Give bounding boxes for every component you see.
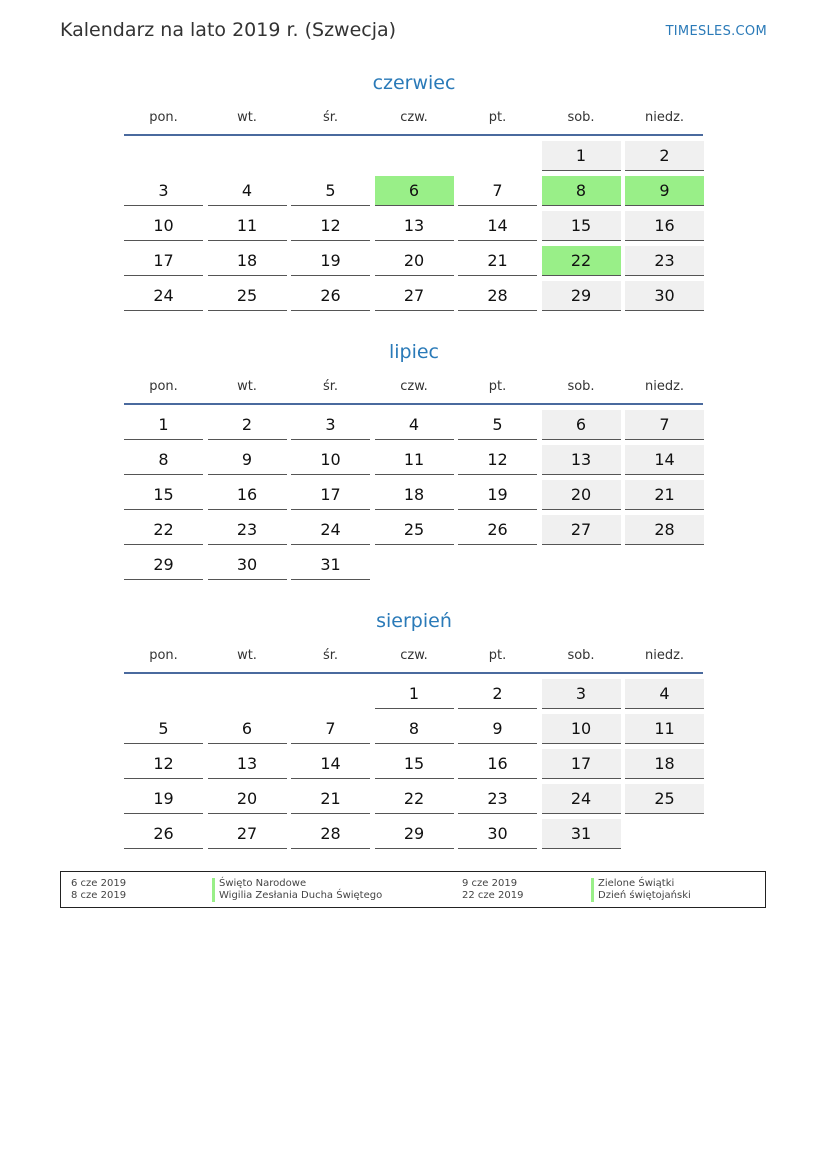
day-cell: 9 [458,714,537,744]
day-cell: 5 [458,410,537,440]
day-cell: 17 [291,480,370,510]
day-cell: 16 [625,211,704,241]
legend-marker [591,878,594,890]
weekday-label: czw. [400,110,428,125]
empty-cell [291,141,370,171]
header-rule [124,134,703,136]
month-block [124,68,704,311]
day-cell: 2 [625,141,704,171]
day-cell: 13 [208,749,287,779]
day-cell: 15 [124,480,203,510]
day-cell: 9 [625,176,704,206]
month-name: sierpień [376,610,452,632]
weekday-label: pt. [488,648,507,663]
day-cell: 13 [375,211,454,241]
day-cell: 3 [124,176,203,206]
empty-cell [291,679,370,709]
day-cell: 24 [124,281,203,311]
day-cell: 21 [291,784,370,814]
empty-cell [458,141,537,171]
day-cell: 7 [291,714,370,744]
day-cell: 7 [625,410,704,440]
weekday-label: niedz. [644,110,685,125]
day-cell: 4 [625,679,704,709]
weekday-label: pt. [488,379,507,394]
day-cell: 27 [208,819,287,849]
month-name: lipiec [388,341,440,363]
day-cell: 12 [458,445,537,475]
legend-name: Święto Narodowe [219,878,307,889]
legend-marker [212,890,215,902]
day-cell: 24 [291,515,370,545]
day-cell: 18 [208,246,287,276]
day-cell: 10 [124,211,203,241]
day-cell: 30 [458,819,537,849]
day-cell: 8 [124,445,203,475]
day-cell: 4 [375,410,454,440]
day-cell: 12 [124,749,203,779]
weekday-label: wt. [237,379,257,394]
weekday-label: pon. [149,379,178,394]
day-cell: 29 [375,819,454,849]
empty-cell [208,141,287,171]
day-cell: 1 [542,141,621,171]
day-cell: 15 [375,749,454,779]
day-cell: 20 [208,784,287,814]
day-cell: 16 [208,480,287,510]
page-title: Kalendarz na lato 2019 r. (Szwecja) [60,19,397,41]
day-cell: 20 [375,246,454,276]
day-cell: 21 [458,246,537,276]
header-rule [124,403,703,405]
day-cell: 28 [291,819,370,849]
weekday-label: pon. [149,110,178,125]
day-cell: 1 [375,679,454,709]
weekday-label: wt. [237,648,257,663]
day-cell: 23 [625,246,704,276]
day-cell: 4 [208,176,287,206]
day-cell: 3 [542,679,621,709]
weekday-label: śr. [322,648,339,663]
day-cell: 15 [542,211,621,241]
weekday-label: sob. [567,379,595,394]
weekday-label: czw. [400,379,428,394]
day-cell: 12 [291,211,370,241]
empty-cell [208,679,287,709]
brand-link[interactable]: TIMESLES.COM [665,24,767,39]
day-cell: 17 [542,749,621,779]
day-grid [124,410,704,580]
legend-name: Dzień świętojański [598,890,691,901]
legend-marker [212,878,215,890]
day-cell: 14 [458,211,537,241]
day-cell: 22 [124,515,203,545]
day-cell: 14 [625,445,704,475]
day-cell: 5 [124,714,203,744]
day-cell: 6 [375,176,454,206]
weekday-header [124,102,704,134]
month-block [124,337,704,580]
day-cell: 6 [208,714,287,744]
day-cell: 31 [542,819,621,849]
day-cell: 25 [375,515,454,545]
empty-cell [124,679,203,709]
weekday-header [124,371,704,403]
weekday-label: sob. [567,648,595,663]
day-cell: 29 [542,281,621,311]
weekday-label: czw. [400,648,428,663]
day-cell: 23 [458,784,537,814]
day-cell: 11 [625,714,704,744]
day-cell: 19 [291,246,370,276]
weekday-label: wt. [237,110,257,125]
day-cell: 24 [542,784,621,814]
header-rule [124,672,703,674]
month-block [124,606,704,849]
day-cell: 26 [458,515,537,545]
day-cell: 29 [124,550,203,580]
day-cell: 23 [208,515,287,545]
day-cell: 8 [542,176,621,206]
holiday-legend [60,871,766,908]
day-cell: 30 [625,281,704,311]
day-cell: 22 [542,246,621,276]
day-cell: 26 [291,281,370,311]
empty-cell [375,141,454,171]
day-cell: 16 [458,749,537,779]
day-cell: 5 [291,176,370,206]
weekday-label: śr. [322,379,339,394]
day-cell: 18 [375,480,454,510]
weekday-header [124,640,704,672]
day-cell: 22 [375,784,454,814]
day-cell: 25 [625,784,704,814]
day-cell: 19 [124,784,203,814]
legend-date: 8 cze 2019 [71,890,127,901]
day-cell: 14 [291,749,370,779]
day-cell: 9 [208,445,287,475]
day-cell: 19 [458,480,537,510]
month-name: czerwiec [372,72,456,94]
weekday-label: pt. [488,110,507,125]
legend-date: 22 cze 2019 [462,890,524,901]
day-cell: 11 [375,445,454,475]
day-cell: 27 [542,515,621,545]
day-cell: 26 [124,819,203,849]
day-cell: 3 [291,410,370,440]
day-cell: 31 [291,550,370,580]
day-cell: 8 [375,714,454,744]
weekday-label: niedz. [644,379,685,394]
day-cell: 27 [375,281,454,311]
day-cell: 25 [208,281,287,311]
weekday-label: sob. [567,110,595,125]
day-cell: 6 [542,410,621,440]
day-cell: 20 [542,480,621,510]
day-cell: 28 [458,281,537,311]
legend-name: Wigilia Zesłania Ducha Świętego [219,890,383,901]
weekday-label: pon. [149,648,178,663]
legend-date: 9 cze 2019 [462,878,518,889]
legend-name: Zielone Świątki [598,878,675,889]
day-grid [124,141,704,311]
legend-marker [591,890,594,902]
day-cell: 11 [208,211,287,241]
day-cell: 2 [208,410,287,440]
day-cell: 21 [625,480,704,510]
day-cell: 2 [458,679,537,709]
day-cell: 7 [458,176,537,206]
empty-cell [124,141,203,171]
day-cell: 13 [542,445,621,475]
day-grid [124,679,704,849]
day-cell: 17 [124,246,203,276]
day-cell: 30 [208,550,287,580]
weekday-label: niedz. [644,648,685,663]
day-cell: 1 [124,410,203,440]
day-cell: 28 [625,515,704,545]
day-cell: 18 [625,749,704,779]
day-cell: 10 [542,714,621,744]
day-cell: 10 [291,445,370,475]
legend-date: 6 cze 2019 [71,878,127,889]
weekday-label: śr. [322,110,339,125]
